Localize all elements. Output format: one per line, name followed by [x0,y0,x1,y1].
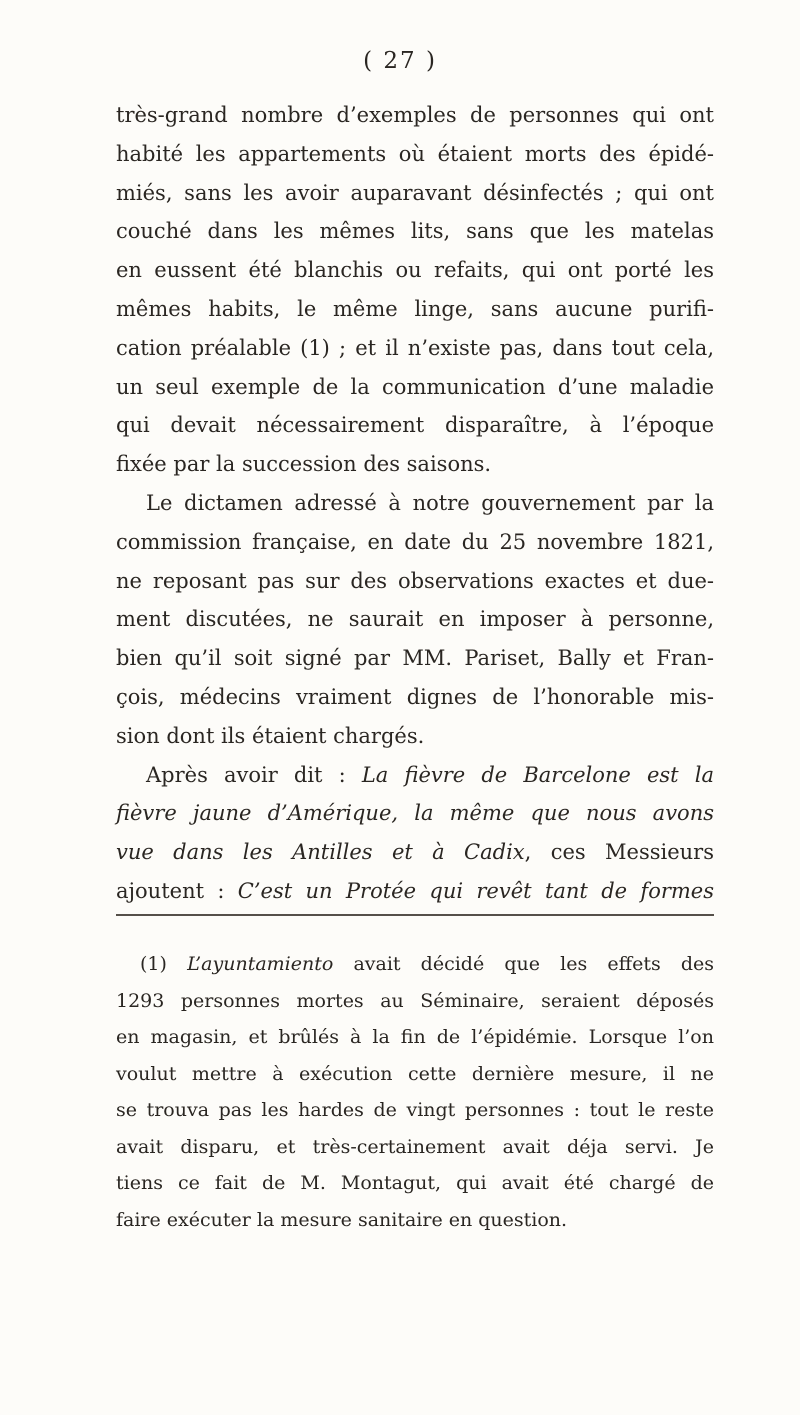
main-text [116,96,714,911]
text-segment: ajoutent : [116,878,238,903]
text-line: ment discutées, ne saurait en imposer à personne, [116,607,714,632]
text-line: qui devait nécessairement disparaître, à l’époque [116,413,714,438]
text-line [116,872,714,911]
text-line: très-grand nombre d’exemples de personnes qui ont [116,103,714,127]
text-line [116,794,714,833]
footnote-line [116,946,714,983]
footnote-line: en magasin, et brûlés à la fin de l’épidémie. Lorsque l’on [116,1026,714,1048]
footnote-line: 1293 personnes mortes au Séminaire, seraient déposés [116,989,714,1012]
text-line: cation préalable (1) ; et il n’existe pas, dans tout cela, [116,335,714,360]
text-line: fixée par la succession des saisons. [116,452,492,477]
footnote-marker: (1) [140,953,188,975]
footnote-line: tiens ce fait de M. Montagut, qui avait été chargé de [116,1172,714,1194]
italic-quote: fièvre jaune d’Amérique, la même que nous avons [116,801,714,826]
text-line [116,833,714,872]
footnote-line: voulut mettre à exécution cette dernière mesure, il ne [116,1062,714,1085]
text-line: mêmes habits, le même linge, sans aucune purifi- [116,296,714,321]
text-line: commission française, en date du 25 novembre 1821, [116,529,714,554]
footnote-divider [116,914,714,916]
text-line: habité les appartements où étaient morts des épidé- [116,141,714,166]
footnote-line: avait disparu, et très-certainement avait déja servi. Je [116,1135,714,1158]
italic-quote: C’est un Protée qui revêt tant de formes [237,878,714,903]
page-number: ( 27 ) [363,48,437,74]
text-line [116,756,714,795]
footnote [116,946,714,1238]
footnote-term: L’ayuntamiento [187,953,334,975]
text-segment: , ces Messieurs [524,840,714,865]
text-segment: avait décidé que les effets des [333,953,715,975]
italic-quote: vue dans les Antilles et à Cadix [116,840,525,865]
text-segment: Après avoir dit : [146,762,362,787]
text-line: un seul exemple de la communication d’une maladie [116,374,714,399]
italic-quote: La fièvre de Barcelone est la [361,762,714,787]
text-line: couché dans les mêmes lits, sans que les matelas [116,219,714,244]
text-line: çois, médecins vraiment dignes de l’honorable mis- [116,684,714,709]
text-line: ne reposant pas sur des observations exactes et due- [116,568,714,593]
text-line: sion dont ils étaient chargés. [116,723,425,748]
text-line: en eussent été blanchis ou refaits, qui ont porté les [116,258,714,283]
footnote-line: se trouva pas les hardes de vingt personnes : tout le reste [116,1099,714,1121]
text-line: Le dictamen adressé à notre gouvernement par la [146,490,714,515]
text-line: miés, sans les avoir auparavant désinfectés ; qui ont [116,180,714,205]
text-line: bien qu’il soit signé par MM. Pariset, Bally et Fran- [116,646,714,671]
footnote-line: faire exécuter la mesure sanitaire en question. [116,1208,568,1231]
